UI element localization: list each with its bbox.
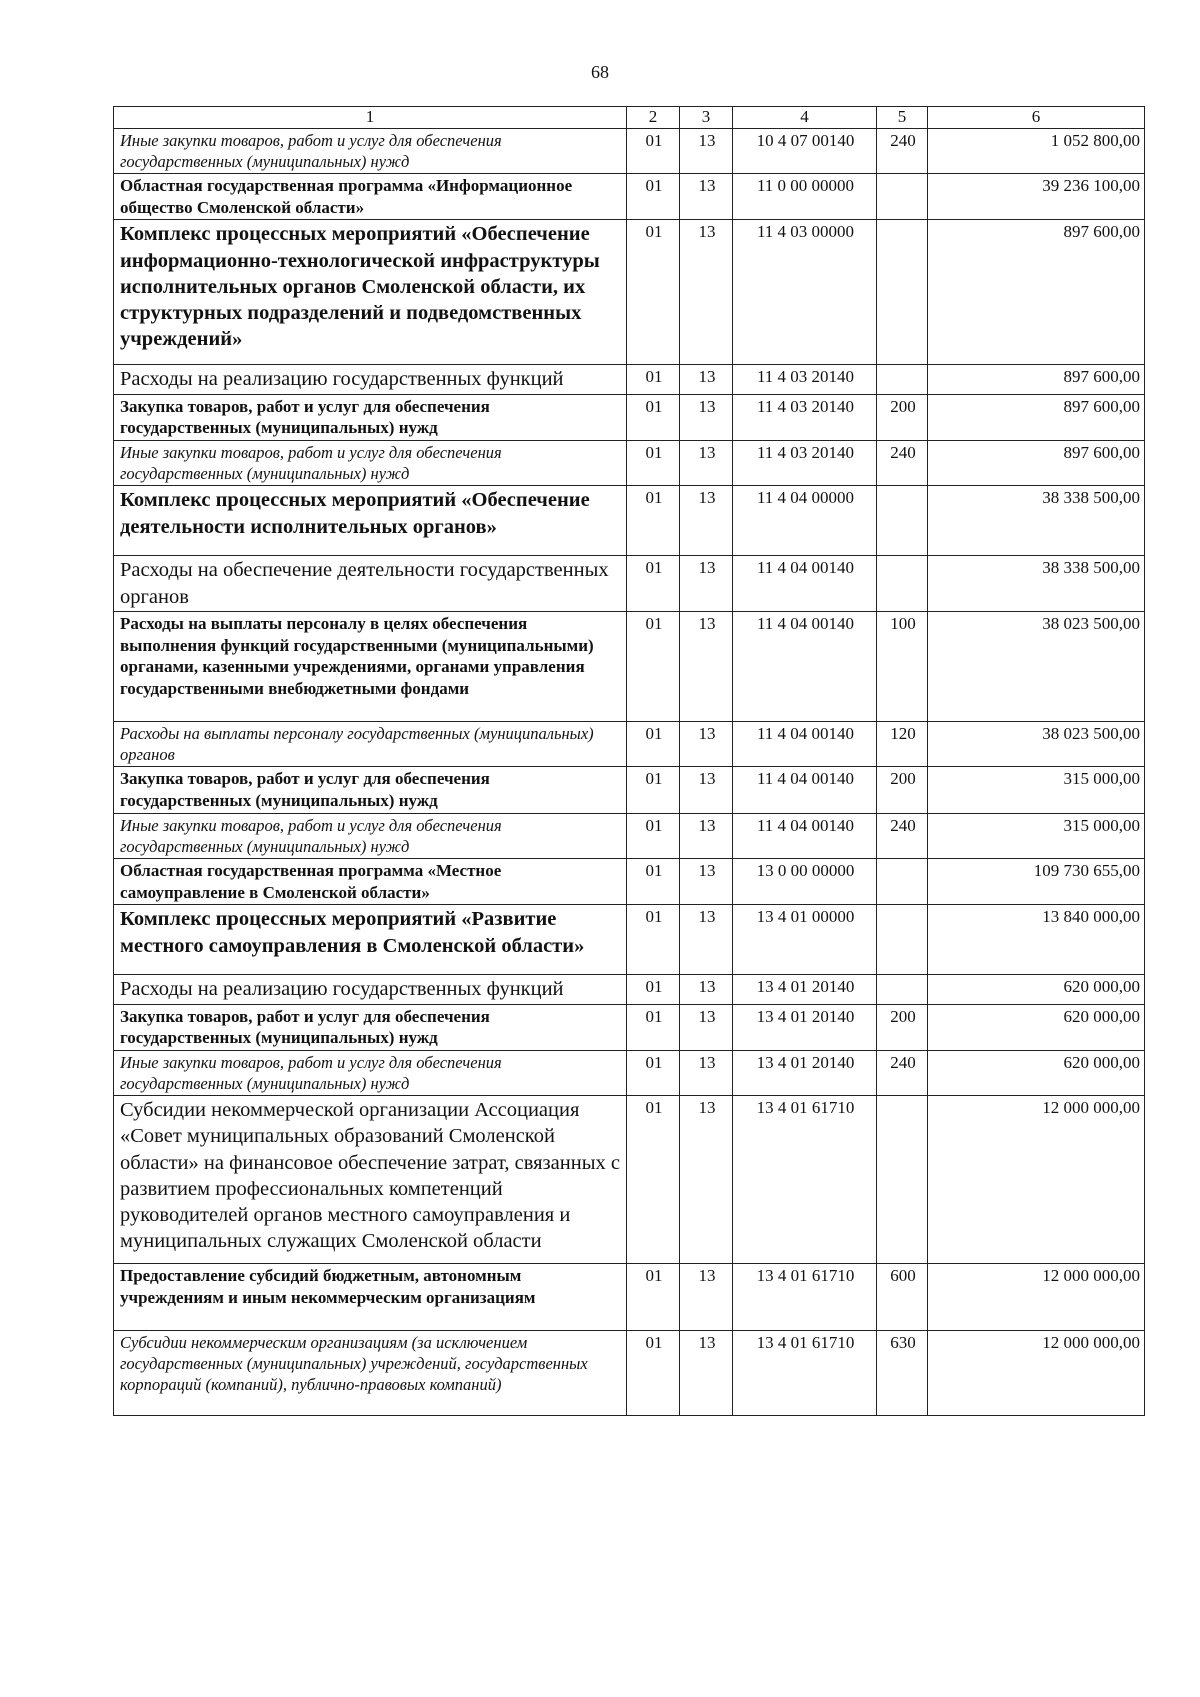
header-col-4: 4 <box>733 107 877 129</box>
row-subsection-cell: 13 <box>680 220 733 365</box>
row-section-cell: 01 <box>627 128 680 173</box>
row-target-code-cell: 11 4 04 00000 <box>733 486 877 556</box>
row-target-code-cell: 13 4 01 20140 <box>733 1004 877 1051</box>
row-name-cell: Комплекс процессных мероприятий «Обеспечение деятельности исполнительных органов» <box>114 486 627 556</box>
table-header-row <box>114 107 1145 129</box>
row-target-code-cell: 13 4 01 20140 <box>733 1051 877 1096</box>
row-target-code-cell: 11 4 04 00140 <box>733 556 877 611</box>
row-amount-cell: 315 000,00 <box>928 813 1145 858</box>
row-amount-cell: 39 236 100,00 <box>928 173 1145 220</box>
table-row <box>114 975 1145 1004</box>
row-section-cell: 01 <box>627 721 680 766</box>
row-name-cell: Расходы на выплаты персоналу в целях обеспечения выполнения функций государственными (муниципальными) органами, казенными учреждениями, органами управления государственными внебюджетными фондами <box>114 611 627 721</box>
header-col-6: 6 <box>928 107 1145 129</box>
table-row <box>114 611 1145 721</box>
row-subsection-cell: 13 <box>680 1331 733 1416</box>
table-row <box>114 1264 1145 1331</box>
row-target-code-cell: 11 0 00 00000 <box>733 173 877 220</box>
row-section-cell: 01 <box>627 365 680 394</box>
row-target-code-cell: 13 4 01 61710 <box>733 1264 877 1331</box>
row-section-cell: 01 <box>627 1051 680 1096</box>
table-row <box>114 128 1145 173</box>
row-expense-type-cell: 240 <box>877 128 928 173</box>
table-row <box>114 1096 1145 1264</box>
row-name-cell: Субсидии некоммерческой организации Ассоциация «Совет муниципальных образований Смоленской области» на финансовое обеспечение затрат, связанных с развитием профессиональных компетенций руководителей органов местного самоуправления и муниципальных служащих Смоленской области <box>114 1096 627 1264</box>
row-expense-type-cell: 200 <box>877 1004 928 1051</box>
row-target-code-cell: 11 4 04 00140 <box>733 611 877 721</box>
row-subsection-cell: 13 <box>680 1264 733 1331</box>
table-row <box>114 1004 1145 1051</box>
row-name-cell: Иные закупки товаров, работ и услуг для обеспечения государственных (муниципальных) нужд <box>114 813 627 858</box>
table-row <box>114 365 1145 394</box>
table-row <box>114 858 1145 905</box>
row-subsection-cell: 13 <box>680 1051 733 1096</box>
row-amount-cell: 897 600,00 <box>928 365 1145 394</box>
row-amount-cell: 38 338 500,00 <box>928 556 1145 611</box>
row-amount-cell: 620 000,00 <box>928 975 1145 1004</box>
table-row <box>114 1331 1145 1416</box>
row-subsection-cell: 13 <box>680 721 733 766</box>
header-col-5: 5 <box>877 107 928 129</box>
table-body <box>114 128 1145 1416</box>
row-section-cell: 01 <box>627 1004 680 1051</box>
row-subsection-cell: 13 <box>680 1096 733 1264</box>
row-subsection-cell: 13 <box>680 486 733 556</box>
table-row <box>114 556 1145 611</box>
table-row <box>114 767 1145 814</box>
row-subsection-cell: 13 <box>680 365 733 394</box>
table-row <box>114 813 1145 858</box>
row-name-cell: Областная государственная программа «Информационное общество Смоленской области» <box>114 173 627 220</box>
row-target-code-cell: 13 4 01 20140 <box>733 975 877 1004</box>
row-amount-cell: 897 600,00 <box>928 441 1145 486</box>
table-row <box>114 486 1145 556</box>
row-amount-cell: 13 840 000,00 <box>928 905 1145 975</box>
row-target-code-cell: 11 4 03 20140 <box>733 394 877 441</box>
row-section-cell: 01 <box>627 767 680 814</box>
row-subsection-cell: 13 <box>680 556 733 611</box>
header-col-1: 1 <box>114 107 627 129</box>
row-name-cell: Иные закупки товаров, работ и услуг для обеспечения государственных (муниципальных) нужд <box>114 1051 627 1096</box>
row-target-code-cell: 10 4 07 00140 <box>733 128 877 173</box>
row-expense-type-cell: 630 <box>877 1331 928 1416</box>
row-expense-type-cell <box>877 975 928 1004</box>
table-row <box>114 173 1145 220</box>
row-amount-cell: 897 600,00 <box>928 220 1145 365</box>
row-section-cell: 01 <box>627 1096 680 1264</box>
row-amount-cell: 12 000 000,00 <box>928 1264 1145 1331</box>
row-amount-cell: 38 338 500,00 <box>928 486 1145 556</box>
row-target-code-cell: 11 4 04 00140 <box>733 767 877 814</box>
row-section-cell: 01 <box>627 813 680 858</box>
row-expense-type-cell <box>877 486 928 556</box>
row-section-cell: 01 <box>627 858 680 905</box>
row-target-code-cell: 11 4 04 00140 <box>733 721 877 766</box>
row-expense-type-cell <box>877 220 928 365</box>
row-amount-cell: 1 052 800,00 <box>928 128 1145 173</box>
row-expense-type-cell: 100 <box>877 611 928 721</box>
row-subsection-cell: 13 <box>680 767 733 814</box>
row-target-code-cell: 11 4 03 00000 <box>733 220 877 365</box>
row-amount-cell: 38 023 500,00 <box>928 611 1145 721</box>
page-number: 68 <box>591 62 609 82</box>
row-subsection-cell: 13 <box>680 611 733 721</box>
row-target-code-cell: 13 4 01 00000 <box>733 905 877 975</box>
row-expense-type-cell: 200 <box>877 394 928 441</box>
row-name-cell: Расходы на реализацию государственных функций <box>114 365 627 394</box>
row-name-cell: Закупка товаров, работ и услуг для обеспечения государственных (муниципальных) нужд <box>114 767 627 814</box>
row-subsection-cell: 13 <box>680 128 733 173</box>
row-section-cell: 01 <box>627 486 680 556</box>
row-expense-type-cell <box>877 556 928 611</box>
row-section-cell: 01 <box>627 975 680 1004</box>
row-name-cell: Иные закупки товаров, работ и услуг для обеспечения государственных (муниципальных) нужд <box>114 441 627 486</box>
row-expense-type-cell: 240 <box>877 441 928 486</box>
row-name-cell: Комплекс процессных мероприятий «Обеспечение информационно-технологической инфраструктуры исполнительных органов Смоленской области, их структурных подразделений и подведомственных учреждений» <box>114 220 627 365</box>
row-amount-cell: 109 730 655,00 <box>928 858 1145 905</box>
row-amount-cell: 315 000,00 <box>928 767 1145 814</box>
row-name-cell: Расходы на обеспечение деятельности государственных органов <box>114 556 627 611</box>
row-amount-cell: 12 000 000,00 <box>928 1331 1145 1416</box>
row-section-cell: 01 <box>627 173 680 220</box>
row-subsection-cell: 13 <box>680 858 733 905</box>
row-section-cell: 01 <box>627 905 680 975</box>
row-amount-cell: 620 000,00 <box>928 1004 1145 1051</box>
row-section-cell: 01 <box>627 1264 680 1331</box>
row-subsection-cell: 13 <box>680 813 733 858</box>
row-subsection-cell: 13 <box>680 441 733 486</box>
row-amount-cell: 12 000 000,00 <box>928 1096 1145 1264</box>
row-expense-type-cell <box>877 858 928 905</box>
budget-table <box>113 106 1145 1416</box>
row-name-cell: Субсидии некоммерческим организациям (за исключением государственных (муниципальных) учреждений, государственных корпораций (компаний), публично-правовых компаний) <box>114 1331 627 1416</box>
row-name-cell: Закупка товаров, работ и услуг для обеспечения государственных (муниципальных) нужд <box>114 1004 627 1051</box>
row-subsection-cell: 13 <box>680 1004 733 1051</box>
row-subsection-cell: 13 <box>680 173 733 220</box>
row-name-cell: Расходы на реализацию государственных функций <box>114 975 627 1004</box>
row-target-code-cell: 11 4 03 20140 <box>733 365 877 394</box>
row-expense-type-cell <box>877 1096 928 1264</box>
table-row <box>114 394 1145 441</box>
row-section-cell: 01 <box>627 220 680 365</box>
row-expense-type-cell: 240 <box>877 813 928 858</box>
row-section-cell: 01 <box>627 441 680 486</box>
row-name-cell: Закупка товаров, работ и услуг для обеспечения государственных (муниципальных) нужд <box>114 394 627 441</box>
table-row <box>114 1051 1145 1096</box>
row-expense-type-cell: 200 <box>877 767 928 814</box>
row-expense-type-cell: 600 <box>877 1264 928 1331</box>
row-target-code-cell: 11 4 04 00140 <box>733 813 877 858</box>
row-section-cell: 01 <box>627 556 680 611</box>
row-expense-type-cell <box>877 365 928 394</box>
row-amount-cell: 38 023 500,00 <box>928 721 1145 766</box>
row-section-cell: 01 <box>627 611 680 721</box>
row-name-cell: Областная государственная программа «Местное самоуправление в Смоленской области» <box>114 858 627 905</box>
row-expense-type-cell: 120 <box>877 721 928 766</box>
row-amount-cell: 620 000,00 <box>928 1051 1145 1096</box>
row-expense-type-cell <box>877 905 928 975</box>
header-col-3: 3 <box>680 107 733 129</box>
row-target-code-cell: 13 4 01 61710 <box>733 1331 877 1416</box>
row-name-cell: Комплекс процессных мероприятий «Развитие местного самоуправления в Смоленской области» <box>114 905 627 975</box>
row-section-cell: 01 <box>627 394 680 441</box>
row-amount-cell: 897 600,00 <box>928 394 1145 441</box>
row-subsection-cell: 13 <box>680 394 733 441</box>
row-section-cell: 01 <box>627 1331 680 1416</box>
row-subsection-cell: 13 <box>680 975 733 1004</box>
table-row <box>114 220 1145 365</box>
row-expense-type-cell <box>877 173 928 220</box>
row-name-cell: Предоставление субсидий бюджетным, автономным учреждениям и иным некоммерческим организациям <box>114 1264 627 1331</box>
header-col-2: 2 <box>627 107 680 129</box>
row-expense-type-cell: 240 <box>877 1051 928 1096</box>
table-row <box>114 721 1145 766</box>
row-target-code-cell: 13 4 01 61710 <box>733 1096 877 1264</box>
row-subsection-cell: 13 <box>680 905 733 975</box>
row-name-cell: Иные закупки товаров, работ и услуг для обеспечения государственных (муниципальных) нужд <box>114 128 627 173</box>
row-target-code-cell: 13 0 00 00000 <box>733 858 877 905</box>
table-row <box>114 441 1145 486</box>
table-row <box>114 905 1145 975</box>
row-name-cell: Расходы на выплаты персоналу государственных (муниципальных) органов <box>114 721 627 766</box>
row-target-code-cell: 11 4 03 20140 <box>733 441 877 486</box>
